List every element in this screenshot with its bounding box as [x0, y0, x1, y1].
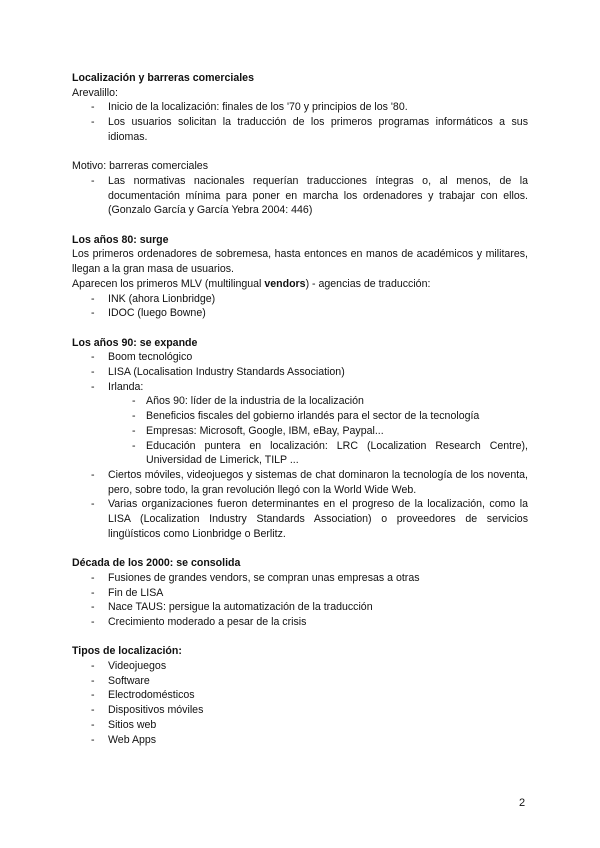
- list-item: - Fin de LISA: [72, 586, 528, 601]
- document-page: [72, 71, 528, 747]
- text: Aparecen los primeros MLV (multilingual: [72, 277, 265, 290]
- nested-item: - Educación puntera en localización: LRC (Localization Research Centre), Universidad de Limerick, TILP ...: [72, 439, 528, 468]
- section-heading: Década de los 2000: se consolida: [72, 557, 241, 570]
- section-tipos: [72, 644, 528, 747]
- bold-text: vendors: [264, 277, 306, 290]
- list-item: - Software: [72, 674, 528, 689]
- paragraph: [72, 277, 528, 292]
- source-label: Arevalillo:: [72, 86, 118, 99]
- list-item: - Electrodomésticos: [72, 688, 528, 703]
- motivo-label: Motivo: barreras comerciales: [72, 160, 208, 173]
- text: ) - agencias de traducción:: [305, 277, 431, 290]
- paragraph: Los primeros ordenadores de sobremesa, hasta entonces en manos de académicos y militares, llegan a la gran masa de usuarios.: [72, 248, 528, 276]
- bullet-list: [72, 100, 528, 144]
- nested-item: - Empresas: Microsoft, Google, IBM, eBay, Paypal...: [72, 424, 528, 439]
- list-item: - Las normativas nacionales requerían traducciones íntegras o, al menos, de la documentación mínima para poner en marcha los ordenadores y trabajar con ellos. (Gonzalo García y García Yebra 2004: 446): [72, 174, 528, 218]
- nested-item: - Beneficios fiscales del gobierno irlandés para el sector de la tecnología: [72, 409, 528, 424]
- list-item: - Sitios web: [72, 718, 528, 733]
- list-item: - Videojuegos: [72, 659, 528, 674]
- list-item: - Varias organizaciones fueron determinantes en el progreso de la localización, como la LISA (Localization Industry Standards Association) o proveedores de servicios lingüísticos como Lionbridge o Berlitz.: [72, 497, 528, 541]
- list-item: - Ciertos móviles, videojuegos y sistemas de chat dominaron la tecnología de los noventa, pero, sobre todo, la gran revolución llegó con la World Wide Web.: [72, 468, 528, 497]
- list-item: - Crecimiento moderado a pesar de la crisis: [72, 615, 528, 630]
- section-heading: Localización y barreras comerciales: [72, 72, 254, 84]
- text: Irlanda:: [108, 380, 144, 393]
- section-heading: Los años 80: surge: [72, 233, 169, 246]
- list-item: - IDOC (luego Bowne): [72, 306, 528, 321]
- section-2000: [72, 556, 528, 630]
- section-localizacion: [72, 71, 528, 218]
- section-anos-80: [72, 233, 528, 321]
- list-item: - LISA (Localisation Industry Standards Association): [72, 365, 528, 380]
- bullet-list: [72, 174, 528, 218]
- list-item: - Inicio de la localización: finales de los '70 y principios de los '80.: [72, 100, 528, 115]
- section-heading: Tipos de localización:: [72, 645, 182, 658]
- list-item: - Boom tecnológico: [72, 350, 528, 365]
- section-heading: Los años 90: se expande: [72, 336, 198, 349]
- section-anos-90: [72, 336, 528, 542]
- page-number: 2: [519, 797, 526, 809]
- list-item: - Fusiones de grandes vendors, se compran unas empresas a otras: [72, 571, 528, 586]
- nested-item: - Años 90: líder de la industria de la localización: [72, 394, 528, 409]
- list-item: - Web Apps: [72, 733, 528, 748]
- list-item: - Los usuarios solicitan la traducción de los primeros programas informáticos a sus idiomas.: [72, 115, 528, 144]
- bullet-list: [72, 571, 528, 630]
- list-item: - Dispositivos móviles: [72, 703, 528, 718]
- list-item: - Nace TAUS: persigue la automatización de la traducción: [72, 600, 528, 615]
- bullet-list: [72, 659, 528, 747]
- bullet-list: [72, 350, 528, 541]
- list-item: - INK (ahora Lionbridge): [72, 292, 528, 307]
- nested-list: [72, 394, 528, 468]
- list-item: [72, 380, 528, 468]
- bullet-list: [72, 292, 528, 321]
